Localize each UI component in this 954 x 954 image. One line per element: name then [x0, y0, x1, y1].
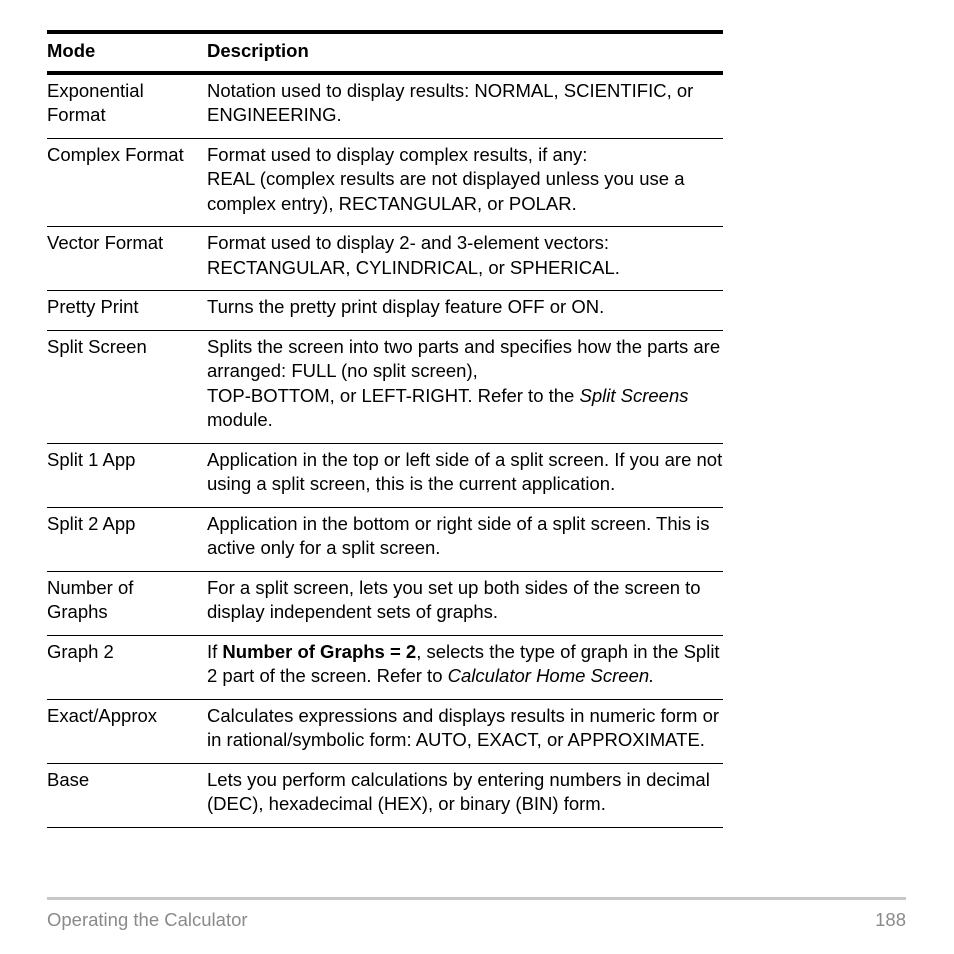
mode-cell: Exact/Approx: [47, 704, 158, 726]
description-cell: [207, 507, 723, 571]
table-row: [47, 291, 723, 331]
table-row: [47, 507, 723, 571]
footer-divider: [47, 897, 906, 900]
description-cell: [207, 330, 723, 443]
mode-cell: Vector Format: [47, 232, 164, 253]
description-text: , selects the type of graph in the Split 2 part of the screen. Refer to: [207, 640, 720, 686]
table-row: [47, 699, 723, 763]
description-text: Calculates expressions and displays results in numeric form or in rational/symbolic form: AUTO, EXACT, or APPROXIMATE.: [207, 704, 720, 750]
italic-reference: Calculator Home Screen.: [447, 665, 655, 686]
mode-cell: Exponential Format: [47, 79, 144, 125]
description-text: For a split screen, lets you set up both sides of the screen to display independent sets of graphs.: [207, 576, 701, 622]
page-number: 188: [875, 909, 906, 930]
table-row: [47, 443, 723, 507]
mode-cell: Split Screen: [47, 335, 147, 357]
description-cell: [207, 73, 723, 139]
description-text: TOP-BOTTOM, or LEFT-RIGHT. Refer to the: [207, 384, 580, 406]
mode-cell: Split 2 App: [47, 512, 136, 534]
table-body: [47, 73, 723, 828]
table-row: [47, 73, 723, 139]
description-text: Application in the top or left side of a split screen. If you are not using a split screen, this is the current application.: [207, 448, 723, 494]
table-row: [47, 571, 723, 635]
description-cell: [207, 571, 723, 635]
description-cell: [207, 763, 723, 827]
mode-column-header: Mode: [47, 40, 96, 61]
description-cell: [207, 443, 723, 507]
description-text: Turns the pretty print display feature OFF or ON.: [207, 296, 605, 317]
description-text: REAL (complex results are not displayed unless you use a complex entry), RECTANGULAR, or POLAR.: [207, 168, 685, 214]
mode-cell: Split 1 App: [47, 448, 136, 470]
mode-cell: Graph 2: [47, 640, 114, 662]
description-text: RECTANGULAR, CYLINDRICAL, or SPHERICAL.: [207, 256, 620, 278]
modes-table: [47, 30, 723, 828]
bold-text: Number of Graphs = 2: [222, 640, 417, 662]
description-text: module.: [207, 409, 273, 430]
table-row: [47, 138, 723, 227]
description-text: Splits the screen into two parts and specifies how the parts are arranged: FULL (no split screen),: [207, 335, 721, 381]
italic-reference: Split Screens: [579, 384, 689, 406]
mode-cell: Base: [47, 768, 90, 790]
mode-cell: Pretty Print: [47, 296, 139, 317]
description-cell: [207, 635, 723, 699]
description-text: Application in the bottom or right side of a split screen. This is active only for a split screen.: [207, 512, 710, 558]
table-row: [47, 635, 723, 699]
table-row: [47, 227, 723, 291]
description-cell: [207, 227, 723, 291]
description-column-header: Description: [207, 40, 309, 61]
description-cell: [207, 699, 723, 763]
table-row: [47, 763, 723, 827]
description-text: Notation used to display results: NORMAL, SCIENTIFIC, or ENGINEERING.: [207, 79, 694, 125]
description-text: Format used to display 2- and 3-element vectors:: [207, 232, 610, 253]
footer-section-title: Operating the Calculator: [47, 909, 248, 930]
description-text: Format used to display complex results, if any:: [207, 143, 588, 165]
description-text: If: [207, 640, 223, 662]
table-row: [47, 330, 723, 443]
description-text: Lets you perform calculations by entering numbers in decimal (DEC), hexadecimal (HEX), or binary (BIN) form.: [207, 768, 710, 814]
mode-cell: Number of Graphs: [47, 576, 134, 622]
table-header-row: [47, 32, 723, 73]
mode-cell: Complex Format: [47, 143, 184, 165]
description-cell: [207, 291, 723, 331]
description-cell: [207, 138, 723, 227]
